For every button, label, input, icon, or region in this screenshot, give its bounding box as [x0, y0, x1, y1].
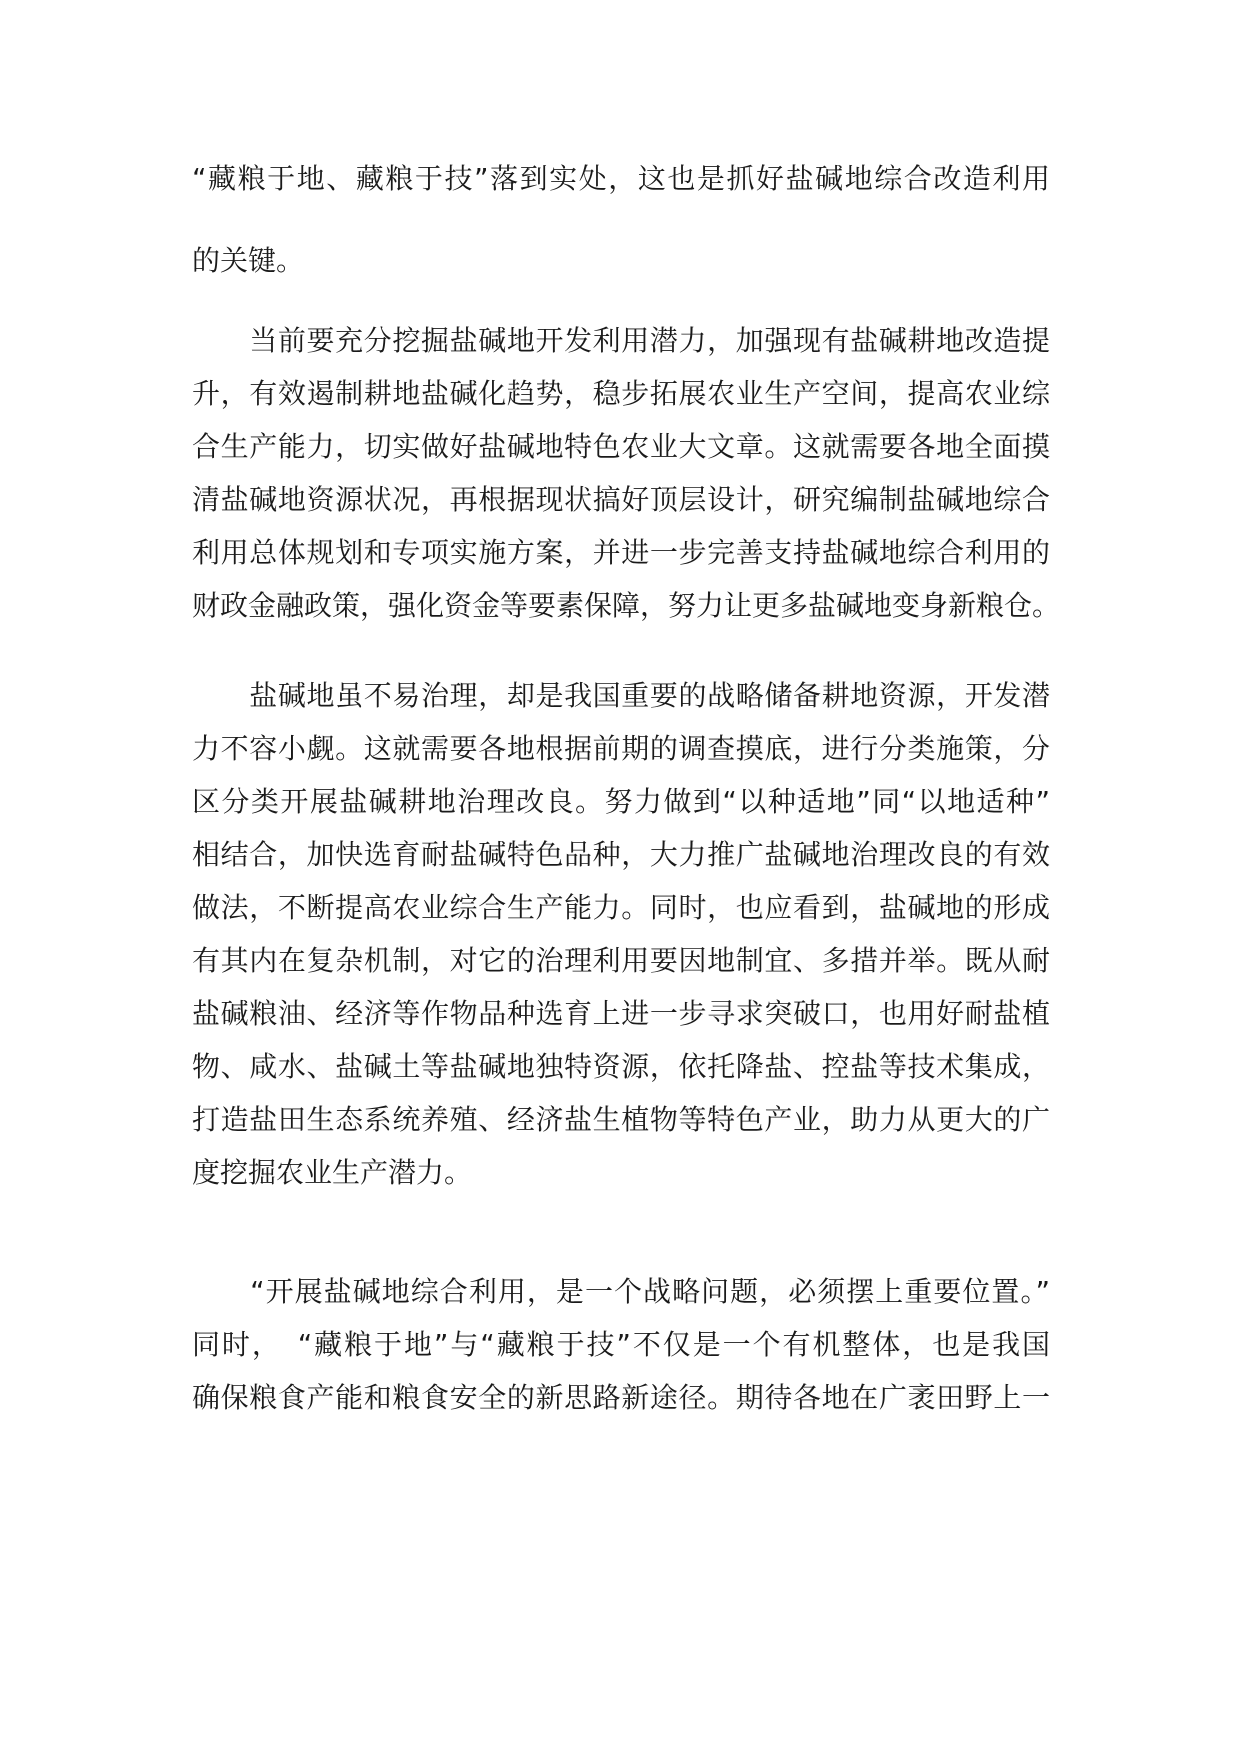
text-line: 物、咸水、盐碱土等盐碱地独特资源，依托降盐、控盐等技术集成， [192, 1050, 1050, 1083]
text-line: 相结合，加快选育耐盐碱特色品种，大力推广盐碱地治理改良的有效 [192, 838, 1050, 871]
text-line: 清盐碱地资源状况，再根据现状搞好顶层设计，研究编制盐碱地综合 [192, 483, 1050, 516]
text-line: 的关键。 [192, 244, 305, 277]
text-line: 同时， “藏粮于地”与“藏粮于技”不仅是一个有机整体，也是我国 [192, 1328, 1050, 1361]
text-line: 升，有效遏制耕地盐碱化趋势，稳步拓展农业生产空间，提高农业综 [192, 377, 1050, 410]
text-line: 财政金融政策，强化资金等要素保障，努力让更多盐碱地变身新粮仓。 [192, 589, 1061, 622]
text-line: 打造盐田生态系统养殖、经济盐生植物等特色产业，助力从更大的广 [192, 1103, 1050, 1136]
text-line: 盐碱粮油、经济等作物品种选育上进一步寻求突破口，也用好耐盐植 [192, 997, 1050, 1030]
text-line: 区分类开展盐碱耕地治理改良。努力做到“以种适地”同“以地适种” [192, 785, 1050, 818]
text-line: 当前要充分挖掘盐碱地开发利用潜力，加强现有盐碱耕地改造提 [192, 324, 1050, 357]
text-line: 确保粮食产能和粮食安全的新思路新途径。期待各地在广袤田野上一 [192, 1381, 1050, 1414]
paragraph-4 [192, 1265, 1050, 1424]
text-line: 力不容小觑。这就需要各地根据前期的调查摸底，进行分类施策，分 [192, 732, 1050, 765]
text-line: 做法，不断提高农业综合生产能力。同时，也应看到，盐碱地的形成 [192, 891, 1050, 924]
paragraph-1 [192, 152, 1050, 287]
text-line: 合生产能力，切实做好盐碱地特色农业大文章。这就需要各地全面摸 [192, 430, 1050, 463]
text-line: 有其内在复杂机制，对它的治理利用要因地制宜、多措并举。既从耐 [192, 944, 1050, 977]
text-line: “藏粮于地、藏粮于技”落到实处，这也是抓好盐碱地综合改造利用 [192, 162, 1050, 195]
text-line: “开展盐碱地综合利用，是一个战略问题，必须摆上重要位置。” [192, 1275, 1050, 1308]
paragraph-3 [192, 669, 1050, 1199]
text-line: 度挖掘农业生产潜力。 [192, 1156, 473, 1189]
paragraph-2 [192, 314, 1061, 632]
text-line: 盐碱地虽不易治理，却是我国重要的战略储备耕地资源，开发潜 [192, 679, 1050, 712]
text-line: 利用总体规划和专项实施方案，并进一步完善支持盐碱地综合利用的 [192, 536, 1050, 569]
